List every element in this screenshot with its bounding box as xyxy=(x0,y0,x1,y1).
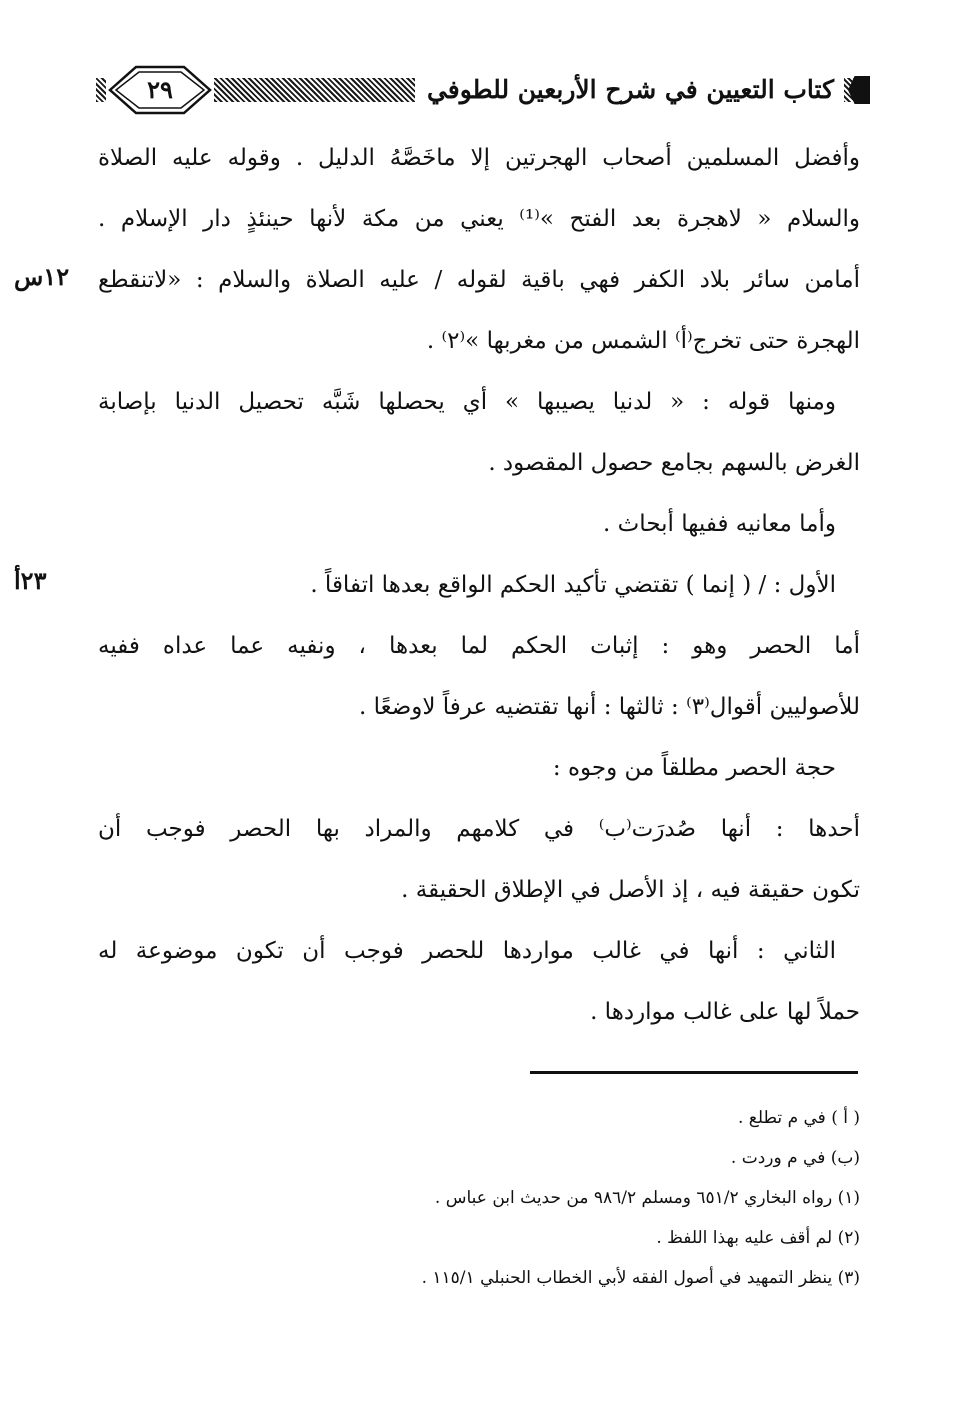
footnote: (١) رواه البخاري ٦٥١/٢ ومسلم ٩٨٦/٢ من حديث ابن عباس . xyxy=(434,1188,860,1208)
footnote: (ب) في م وردت . xyxy=(730,1148,860,1168)
text-line: حملاً لها على غالب مواردها . xyxy=(590,999,860,1025)
footnote: (٢) لم أقف عليه بهذا اللفظ . xyxy=(656,1228,860,1248)
page-number: ٢٩ xyxy=(147,75,173,104)
text-line: للأصوليين أقوال⁽٣⁾ : ثالثها : أنها تقتضيه عرفاً لاوضعًا . xyxy=(358,694,860,720)
margin-folio-note: ٢٣أ xyxy=(14,566,47,595)
text-line: وأفضل المسلمين أصحاب الهجرتين إلا ماخَصَّهُ الدليل . وقوله عليه الصلاة xyxy=(98,145,860,171)
text-line: تكون حقيقة فيه ، إذ الأصل في الإطلاق الحقيقة . xyxy=(401,877,860,903)
text-line: حجة الحصر مطلقاً من وجوه : xyxy=(552,755,836,781)
footnote: (٣) ينظر التمهيد في أصول الفقه لأبي الخطاب الحنبلي ١١٥/١ . xyxy=(421,1268,860,1288)
text-line: أما الحصر وهو : إثبات الحكم لما بعدها ، ونفيه عما عداه ففيه xyxy=(98,633,860,659)
text-line: الأول : / ( إنما ) تقتضي تأكيد الحكم الواقع بعدها اتفاقاً . xyxy=(310,572,836,598)
text-line: الغرض بالسهم بجامع حصول المقصود . xyxy=(488,450,860,476)
text-line: أمامن سائر بلاد الكفر فهي باقية لقوله / عليه الصلاة والسلام : «لاتنقطع xyxy=(98,267,860,293)
page-header xyxy=(96,64,870,116)
text-line: والسلام « لاهجرة بعد الفتح »⁽¹⁾ يعني من مكة لأنها حينئذٍ دار الإسلام . xyxy=(98,206,860,232)
main-text xyxy=(98,128,860,1043)
page-number-badge xyxy=(106,64,214,116)
text-line: الهجرة حتى تخرج⁽أ⁾ الشمس من مغربها »⁽٢⁾ . xyxy=(426,328,860,354)
margin-folio-note: ١٢س xyxy=(14,262,70,291)
footnotes xyxy=(300,1098,860,1298)
text-line: ومنها قوله : « لدنيا يصيبها » أي يحصلها شَبَّه تحصيل الدنيا بإصابة xyxy=(98,389,836,415)
text-line: وأما معانيه ففيها أبحاث . xyxy=(603,511,836,537)
footnote-separator xyxy=(530,1071,858,1074)
text-line: أحدها : أنها صُدرَت⁽ب⁾ في كلامهم والمراد بها الحصر فوجب أن xyxy=(98,816,860,842)
footnote: ( أ ) في م تطلع . xyxy=(738,1108,860,1128)
text-line: الثاني : أنها في غالب مواردها للحصر فوجب أن تكون موضوعة له xyxy=(98,938,836,964)
running-title: كتاب التعيين في شرح الأربعين للطوفي xyxy=(415,66,844,114)
